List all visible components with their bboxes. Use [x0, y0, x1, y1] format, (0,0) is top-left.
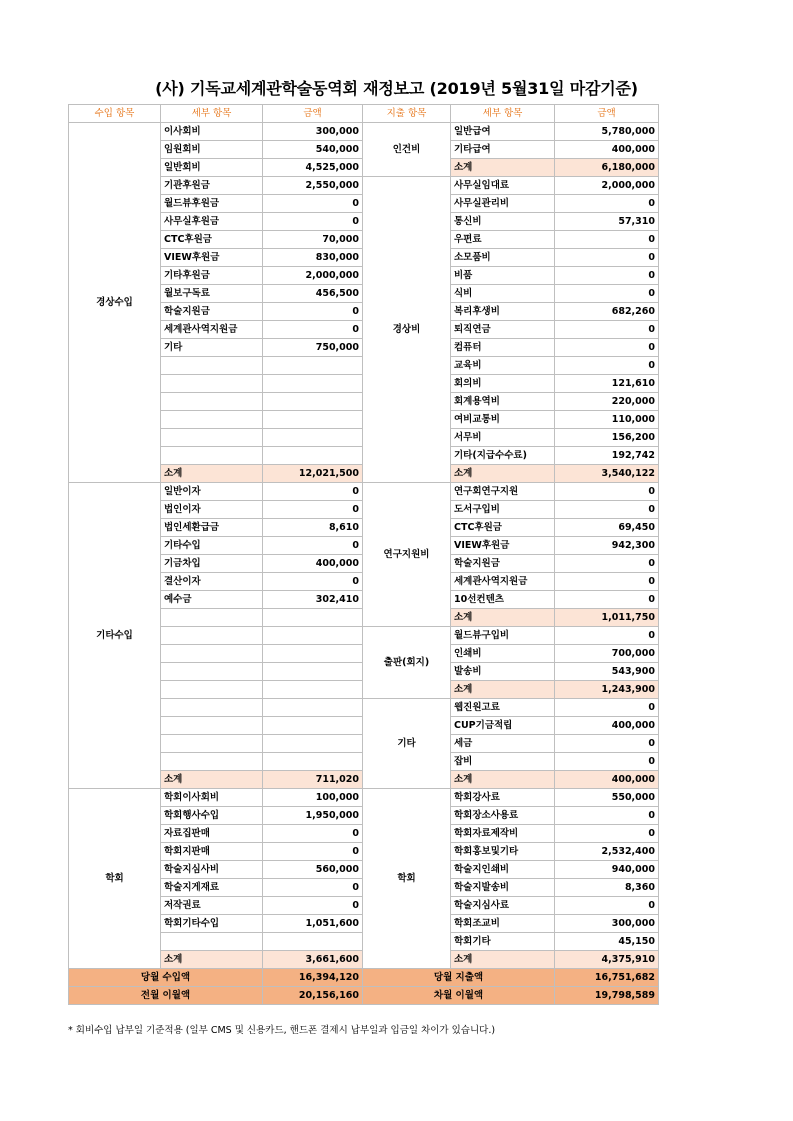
income-item-name: 학회이사회비 [161, 789, 263, 807]
expense-item-name: 퇴직연금 [451, 321, 555, 339]
expense-item-name: 학회조교비 [451, 915, 555, 933]
expense-item-name: 월드뷰구입비 [451, 627, 555, 645]
income-subtotal-amount: 3,661,600 [263, 951, 363, 969]
income-subtotal-label: 소계 [161, 951, 263, 969]
expense-item-name: 여비교통비 [451, 411, 555, 429]
income-item-amount: 300,000 [263, 123, 363, 141]
income-item-amount: 2,550,000 [263, 177, 363, 195]
income-item-name: 기타후원금 [161, 267, 263, 285]
expense-category-operating: 경상비 [363, 177, 451, 483]
empty-cell [263, 681, 363, 699]
income-item-amount: 0 [263, 195, 363, 213]
expense-item-amount: 45,150 [555, 933, 659, 951]
empty-cell [263, 447, 363, 465]
income-item-name: 학술지게재료 [161, 879, 263, 897]
expense-item-amount: 550,000 [555, 789, 659, 807]
income-item-amount: 100,000 [263, 789, 363, 807]
income-item-amount: 0 [263, 573, 363, 591]
table-row [69, 483, 659, 501]
expense-item-name: 교육비 [451, 357, 555, 375]
expense-subtotal-amount: 1,243,900 [555, 681, 659, 699]
income-item-name: 학회지판매 [161, 843, 263, 861]
income-item-name: 저작권료 [161, 897, 263, 915]
expense-item-amount: 0 [555, 483, 659, 501]
footnote: * 회비수입 납부일 기준적용 (일부 CMS 및 신용카드, 핸드폰 결제시 납부일과 입금일 차이가 있습니다.) [68, 1025, 496, 1036]
expense-subtotal-amount: 400,000 [555, 771, 659, 789]
income-item-amount: 4,525,000 [263, 159, 363, 177]
income-item-name: 임원회비 [161, 141, 263, 159]
income-item-amount: 302,410 [263, 591, 363, 609]
empty-cell [263, 933, 363, 951]
expense-item-name: 학술지원금 [451, 555, 555, 573]
expense-item-amount: 156,200 [555, 429, 659, 447]
expense-item-amount: 300,000 [555, 915, 659, 933]
income-item-name: 사무실후원금 [161, 213, 263, 231]
expense-item-name: 연구회연구지원 [451, 483, 555, 501]
expense-item-amount: 700,000 [555, 645, 659, 663]
expense-item-amount: 0 [555, 285, 659, 303]
income-item-amount: 456,500 [263, 285, 363, 303]
financial-report-body [69, 105, 659, 969]
empty-cell [263, 753, 363, 771]
empty-cell [161, 933, 263, 951]
expense-item-amount: 0 [555, 339, 659, 357]
expense-item-amount: 69,450 [555, 519, 659, 537]
table-row [69, 789, 659, 807]
expense-item-amount: 121,610 [555, 375, 659, 393]
income-item-amount: 400,000 [263, 555, 363, 573]
empty-cell [263, 699, 363, 717]
monthly-total-row [69, 969, 659, 987]
income-item-name: 월보구독료 [161, 285, 263, 303]
expense-item-amount: 942,300 [555, 537, 659, 555]
expense-subtotal-label: 소계 [451, 159, 555, 177]
next-carry-label: 차월 이월액 [363, 987, 555, 1005]
table-row [69, 123, 659, 141]
empty-cell [161, 393, 263, 411]
expense-subtotal-label: 소계 [451, 951, 555, 969]
expense-subtotal-label: 소계 [451, 681, 555, 699]
carryover-row [69, 987, 659, 1005]
expense-item-name: 학회자료제작비 [451, 825, 555, 843]
expense-item-amount: 0 [555, 249, 659, 267]
expense-item-name: 사무실임대료 [451, 177, 555, 195]
expense-item-name: 식비 [451, 285, 555, 303]
expense-item-amount: 0 [555, 267, 659, 285]
expense-item-amount: 682,260 [555, 303, 659, 321]
income-item-amount: 540,000 [263, 141, 363, 159]
income-item-name: VIEW후원금 [161, 249, 263, 267]
empty-cell [161, 627, 263, 645]
prev-carry-amount: 20,156,160 [263, 987, 363, 1005]
income-item-amount: 750,000 [263, 339, 363, 357]
expense-item-amount: 110,000 [555, 411, 659, 429]
income-item-amount: 0 [263, 537, 363, 555]
expense-item-amount: 2,000,000 [555, 177, 659, 195]
expense-category-society: 학회 [363, 789, 451, 969]
income-item-amount: 70,000 [263, 231, 363, 249]
expense-subtotal-label: 소계 [451, 771, 555, 789]
expense-item-amount: 400,000 [555, 141, 659, 159]
income-item-amount: 0 [263, 825, 363, 843]
income-item-name: 기타수입 [161, 537, 263, 555]
expense-item-name: 웹진원고료 [451, 699, 555, 717]
income-item-amount: 0 [263, 483, 363, 501]
income-item-name: 월드뷰후원금 [161, 195, 263, 213]
expense-item-name: CTC후원금 [451, 519, 555, 537]
expense-category-personnel: 인건비 [363, 123, 451, 177]
expense-item-amount: 0 [555, 753, 659, 771]
expense-item-amount: 0 [555, 321, 659, 339]
expense-item-name: 회계용역비 [451, 393, 555, 411]
income-item-amount: 2,000,000 [263, 267, 363, 285]
empty-cell [161, 717, 263, 735]
empty-cell [161, 681, 263, 699]
header-income-category: 수입 항목 [69, 105, 161, 123]
empty-cell [263, 411, 363, 429]
expense-item-name: 통신비 [451, 213, 555, 231]
expense-item-name: 세금 [451, 735, 555, 753]
empty-cell [161, 699, 263, 717]
expense-item-amount: 192,742 [555, 447, 659, 465]
empty-cell [263, 393, 363, 411]
empty-cell [263, 357, 363, 375]
expense-item-name: 세계관사역지원금 [451, 573, 555, 591]
empty-cell [263, 735, 363, 753]
income-item-name: 학술지원금 [161, 303, 263, 321]
expense-item-amount: 0 [555, 627, 659, 645]
expense-item-name: 기타(지급수수료) [451, 447, 555, 465]
income-item-name: 법인이자 [161, 501, 263, 519]
expense-item-amount: 0 [555, 807, 659, 825]
empty-cell [161, 753, 263, 771]
header-expense-category: 지출 항목 [363, 105, 451, 123]
income-category-operating: 경상수입 [69, 123, 161, 483]
expense-item-name: 기타급여 [451, 141, 555, 159]
income-item-amount: 0 [263, 303, 363, 321]
expense-item-amount: 0 [555, 591, 659, 609]
expense-item-amount: 0 [555, 231, 659, 249]
expense-item-name: 인쇄비 [451, 645, 555, 663]
income-item-name: 세계관사역지원금 [161, 321, 263, 339]
expense-item-name: 학회기타 [451, 933, 555, 951]
expense-item-name: 사무실관리비 [451, 195, 555, 213]
expense-item-name: 발송비 [451, 663, 555, 681]
empty-cell [263, 375, 363, 393]
expense-item-amount: 0 [555, 501, 659, 519]
header-income-amount: 금액 [263, 105, 363, 123]
empty-cell [161, 429, 263, 447]
expense-item-amount: 0 [555, 357, 659, 375]
expense-item-amount: 940,000 [555, 861, 659, 879]
month-expense-label: 당월 지출액 [363, 969, 555, 987]
expense-item-amount: 57,310 [555, 213, 659, 231]
income-item-amount: 8,610 [263, 519, 363, 537]
table-header-row [69, 105, 659, 123]
income-item-amount: 0 [263, 213, 363, 231]
expense-item-name: 학회홍보및기타 [451, 843, 555, 861]
month-income-label: 당월 수입액 [69, 969, 263, 987]
income-item-name: 예수금 [161, 591, 263, 609]
month-expense-amount: 16,751,682 [555, 969, 659, 987]
expense-item-amount: 0 [555, 897, 659, 915]
income-item-name: 기타 [161, 339, 263, 357]
expense-subtotal-label: 소계 [451, 465, 555, 483]
income-subtotal-label: 소계 [161, 771, 263, 789]
expense-item-name: 학술지심사료 [451, 897, 555, 915]
income-item-amount: 0 [263, 843, 363, 861]
income-item-amount: 0 [263, 501, 363, 519]
expense-category-research: 연구지원비 [363, 483, 451, 627]
expense-item-name: 10선컨텐츠 [451, 591, 555, 609]
income-item-amount: 0 [263, 879, 363, 897]
empty-cell [161, 663, 263, 681]
expense-category-publishing: 출판(회지) [363, 627, 451, 699]
header-expense-item: 세부 항목 [451, 105, 555, 123]
empty-cell [161, 375, 263, 393]
income-item-name: 자료집판매 [161, 825, 263, 843]
expense-item-name: 학술지발송비 [451, 879, 555, 897]
income-item-amount: 1,051,600 [263, 915, 363, 933]
empty-cell [263, 429, 363, 447]
income-subtotal-label: 소계 [161, 465, 263, 483]
prev-carry-label: 전월 이월액 [69, 987, 263, 1005]
next-carry-amount: 19,798,589 [555, 987, 659, 1005]
empty-cell [263, 609, 363, 627]
expense-item-name: 복리후생비 [451, 303, 555, 321]
expense-category-misc: 기타 [363, 699, 451, 789]
income-category-other: 기타수입 [69, 483, 161, 789]
empty-cell [161, 645, 263, 663]
empty-cell [161, 447, 263, 465]
empty-cell [161, 357, 263, 375]
expense-subtotal-label: 소계 [451, 609, 555, 627]
expense-subtotal-amount: 3,540,122 [555, 465, 659, 483]
financial-report-table [68, 104, 659, 1005]
empty-cell [263, 663, 363, 681]
expense-item-amount: 8,360 [555, 879, 659, 897]
expense-item-name: 소모품비 [451, 249, 555, 267]
income-item-amount: 830,000 [263, 249, 363, 267]
expense-item-name: 비품 [451, 267, 555, 285]
expense-subtotal-amount: 4,375,910 [555, 951, 659, 969]
expense-item-name: 우편료 [451, 231, 555, 249]
expense-subtotal-amount: 1,011,750 [555, 609, 659, 627]
income-item-name: 학회기타수입 [161, 915, 263, 933]
income-item-name: 학술지심사비 [161, 861, 263, 879]
expense-item-amount: 0 [555, 699, 659, 717]
expense-item-amount: 0 [555, 555, 659, 573]
income-item-name: 법인세환급금 [161, 519, 263, 537]
expense-subtotal-amount: 6,180,000 [555, 159, 659, 177]
empty-cell [161, 609, 263, 627]
income-item-name: CTC후원금 [161, 231, 263, 249]
empty-cell [161, 735, 263, 753]
empty-cell [263, 645, 363, 663]
expense-item-name: 컴퓨터 [451, 339, 555, 357]
income-item-name: 기금차입 [161, 555, 263, 573]
income-subtotal-amount: 711,020 [263, 771, 363, 789]
expense-item-name: 학회장소사용료 [451, 807, 555, 825]
expense-item-name: VIEW후원금 [451, 537, 555, 555]
income-item-amount: 560,000 [263, 861, 363, 879]
expense-item-amount: 0 [555, 573, 659, 591]
income-item-name: 결산이자 [161, 573, 263, 591]
expense-item-name: 도서구입비 [451, 501, 555, 519]
income-item-amount: 0 [263, 321, 363, 339]
expense-item-amount: 5,780,000 [555, 123, 659, 141]
expense-item-name: 회의비 [451, 375, 555, 393]
expense-item-name: 서무비 [451, 429, 555, 447]
income-category-society: 학회 [69, 789, 161, 969]
expense-item-amount: 220,000 [555, 393, 659, 411]
expense-item-amount: 0 [555, 825, 659, 843]
expense-item-amount: 2,532,400 [555, 843, 659, 861]
expense-item-name: CUP기금적립 [451, 717, 555, 735]
expense-item-name: 학술지인쇄비 [451, 861, 555, 879]
expense-item-name: 학회강사료 [451, 789, 555, 807]
income-item-amount: 0 [263, 897, 363, 915]
income-item-amount: 1,950,000 [263, 807, 363, 825]
income-item-name: 기관후원금 [161, 177, 263, 195]
expense-item-amount: 400,000 [555, 717, 659, 735]
month-income-amount: 16,394,120 [263, 969, 363, 987]
empty-cell [263, 717, 363, 735]
income-item-name: 일반이자 [161, 483, 263, 501]
header-income-item: 세부 항목 [161, 105, 263, 123]
expense-item-amount: 0 [555, 735, 659, 753]
income-item-name: 학회행사수입 [161, 807, 263, 825]
expense-item-amount: 0 [555, 195, 659, 213]
empty-cell [161, 411, 263, 429]
empty-cell [263, 627, 363, 645]
report-title: (사) 기독교세계관학술동역회 재정보고 (2019년 5월31일 마감기준) [155, 79, 638, 98]
expense-item-name: 일반급여 [451, 123, 555, 141]
expense-item-name: 잡비 [451, 753, 555, 771]
income-item-name: 이사회비 [161, 123, 263, 141]
income-subtotal-amount: 12,021,500 [263, 465, 363, 483]
header-expense-amount: 금액 [555, 105, 659, 123]
expense-item-amount: 543,900 [555, 663, 659, 681]
income-item-name: 일반회비 [161, 159, 263, 177]
